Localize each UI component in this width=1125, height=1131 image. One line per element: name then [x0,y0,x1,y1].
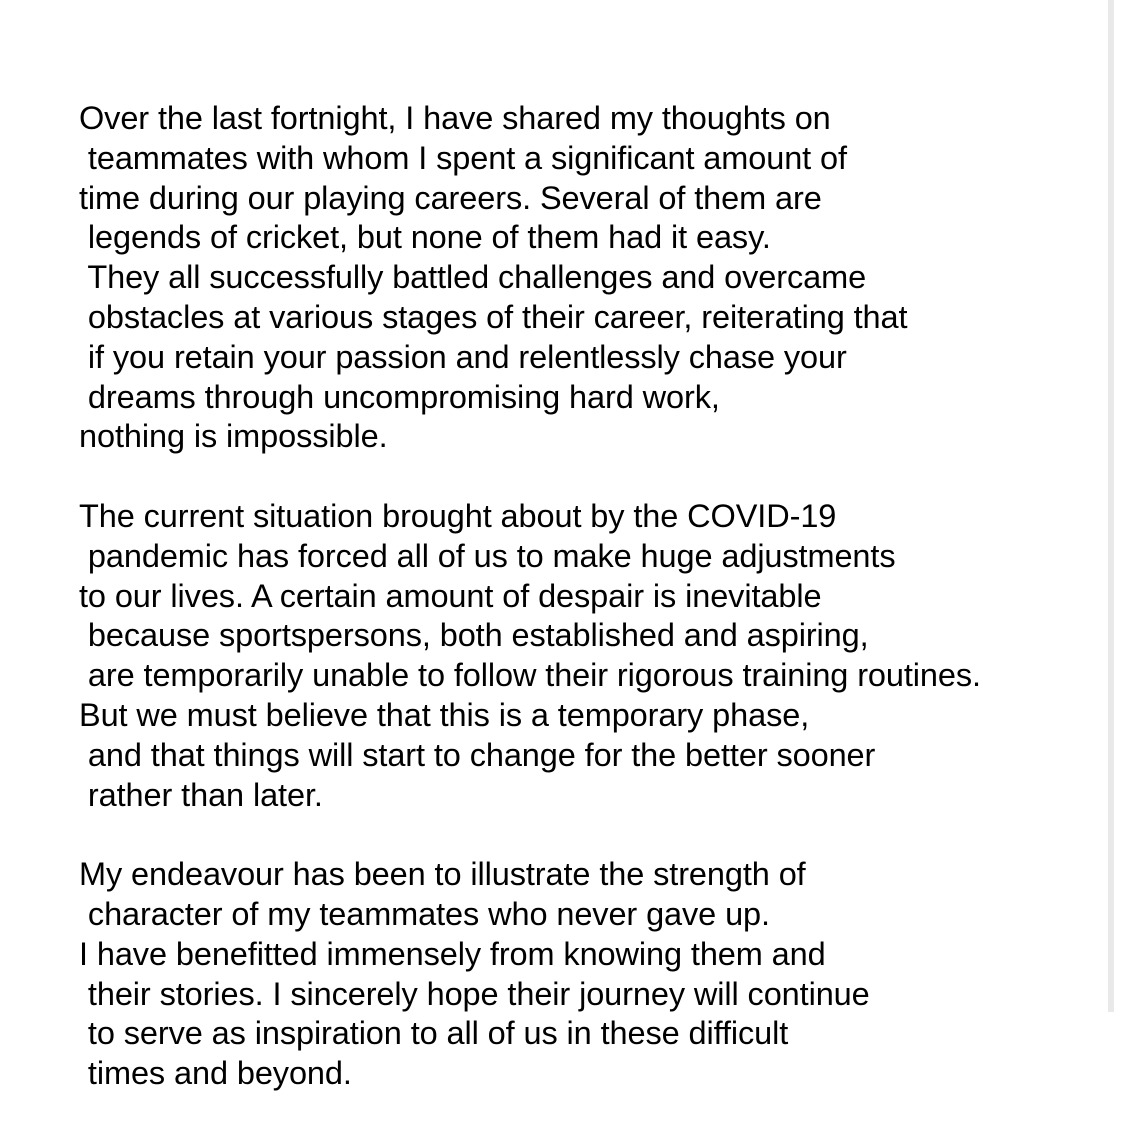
scrollbar[interactable] [1108,0,1114,1012]
text-line: My endeavour has been to illustrate the strength of [79,856,806,893]
text-line: if you retain your passion and relentlessly chase your [79,338,847,375]
text-line: pandemic has forced all of us to make huge adjustments [79,537,896,574]
text-line: legends of cricket, but none of them had it easy. [79,219,771,256]
text-line: obstacles at various stages of their career, reiterating that [79,298,908,335]
text-line: teammates with whom I spent a significant amount of [79,139,847,176]
paragraph-gap [79,457,1109,497]
text-line: to our lives. A certain amount of despair is inevitable [79,577,822,614]
text-line: rather than later. [79,776,323,813]
text-line: They all successfully battled challenges and overcame [79,259,867,296]
paragraph-3 [79,855,1109,1094]
text-line: But we must believe that this is a temporary phase, [79,696,810,733]
text-line: dreams through uncompromising hard work, [79,378,720,415]
text-line: to serve as inspiration to all of us in these difficult [79,1015,789,1052]
text-line: times and beyond. [79,1055,352,1092]
text-line: their stories. I sincerely hope their journey will continue [79,975,870,1012]
text-line: and that things will start to change for the better sooner [79,736,876,773]
text-line: time during our playing careers. Several of them are [79,179,822,216]
text-line: nothing is impossible. [79,418,388,455]
paragraph-2 [79,497,1109,815]
paragraph-gap [79,815,1109,855]
text-line: because sportspersons, both established and aspiring, [79,617,869,654]
text-line: are temporarily unable to follow their rigorous training routines. [79,657,981,694]
text-line: character of my teammates who never gave up. [79,895,770,932]
text-line: The current situation brought about by the COVID-19 [79,497,837,534]
paragraph-1 [79,99,1109,457]
text-line: Over the last fortnight, I have shared my thoughts on [79,100,831,136]
text-line: I have benefitted immensely from knowing them and [79,935,826,972]
document-text [79,99,1109,1094]
